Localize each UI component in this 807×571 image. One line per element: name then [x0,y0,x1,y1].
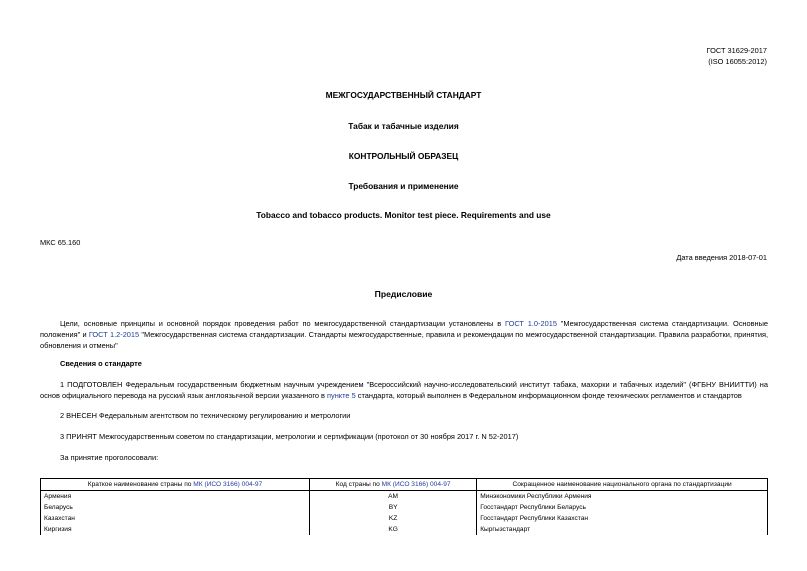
table-header-row [41,479,768,491]
iso-reference: (ISO 16055:2012) [708,56,767,66]
standards-body-cell: Кыргызстандарт [477,524,768,535]
introduction-date: Дата введения 2018-07-01 [676,253,767,262]
preface-text: "Межгосударственная система стандартизации. Основные положения" и [40,319,769,340]
preface-paragraph-introduced: 2 ВНЕСЕН Федеральным агентством по техническому регулированию и метрологии [60,411,351,420]
standards-body-cell: Госстандарт Республики Казахстан [477,513,768,524]
mks-code: МКС 65.160 [40,238,81,247]
standard-number: ГОСТ 31629-2017 [706,46,767,55]
gost-1-0-link[interactable]: ГОСТ 1.0-2015 [504,319,557,328]
table-row [41,524,768,535]
preface-paragraph-adopted: 3 ПРИНЯТ Межгосударственным советом по стандартизации, метрологии и сертификации (протокол от 30 ноября 2017 г. N 52-2017) [60,432,519,441]
column-header-code: Код страны по МК (ИСО 3166) 004-97 [309,479,476,491]
preface-text: стандарта, который выполнен в Федеральном информационном фонде технических регламентов и стандартов [355,391,742,401]
country-code-cell: KG [309,524,476,535]
point-5-link[interactable]: пункте 5 [327,391,356,401]
preface-heading: Предисловие [374,289,433,299]
voted-for-label: За принятие проголосовали: [60,453,159,462]
preface-paragraph-prepared [40,379,768,401]
mk-iso-3166-link[interactable]: МК (ИСО 3166) 004-97 [381,481,451,488]
table-row [41,491,768,503]
english-title: Tobacco and tobacco products. Monitor test piece. Requirements and use [256,210,551,220]
standard-info-heading: Сведения о стандарте [60,359,142,368]
country-cell: Беларусь [41,502,310,513]
column-header-country: Краткое наименование страны по МК (ИСО 3166) 004-97 [41,479,310,491]
country-code-cell: AM [309,491,476,503]
standards-body-cell: Минэкономики Республики Армения [477,491,768,503]
table-row [41,513,768,524]
voting-countries-table [40,478,768,535]
column-header-body: Сокращенное наименование национального органа по стандартизации [477,479,768,491]
standard-identifier [707,46,767,67]
preface-text: 1 ПОДГОТОВЛЕН Федеральным государственным бюджетным научным учреждением "Всероссийский научно-исследовательский институт табака, махорки и табачных изделий" (ФГБНУ ВНИИТТИ) на основ официального перевода на русский язык англоязычной версии указанного в [40,380,768,401]
standard-kind-title: МЕЖГОСУДАРСТВЕННЫЙ СТАНДАРТ [325,90,482,100]
gost-1-2-link[interactable]: ГОСТ 1.2-2015 [88,330,140,340]
country-cell: Армения [41,491,310,503]
preface-paragraph-1 [40,318,768,351]
standards-body-cell: Госстандарт Республики Беларусь [477,502,768,513]
country-code-cell: BY [309,502,476,513]
standard-name-title: КОНТРОЛЬНЫЙ ОБРАЗЕЦ [348,151,459,161]
preface-text: "Межгосударственная система стандартизации. Стандарты межгосударственные, правила и рекомендации по межгосударственной стандартизации. Правила разработки, принятия, обновления и отмены" [40,330,768,351]
country-cell: Казахстан [41,513,310,524]
standard-subtitle: Требования и применение [348,181,459,191]
preface-text: Цели, основные принципы и основной порядок проведения работ по межгосударственной стандартизации установлены в [60,319,505,328]
standard-subject-title: Табак и табачные изделия [348,121,459,131]
table-row [41,502,768,513]
country-cell: Киргизия [41,524,310,535]
mk-iso-3166-link[interactable]: МК (ИСО 3166) 004-97 [193,481,263,488]
country-code-cell: KZ [309,513,476,524]
